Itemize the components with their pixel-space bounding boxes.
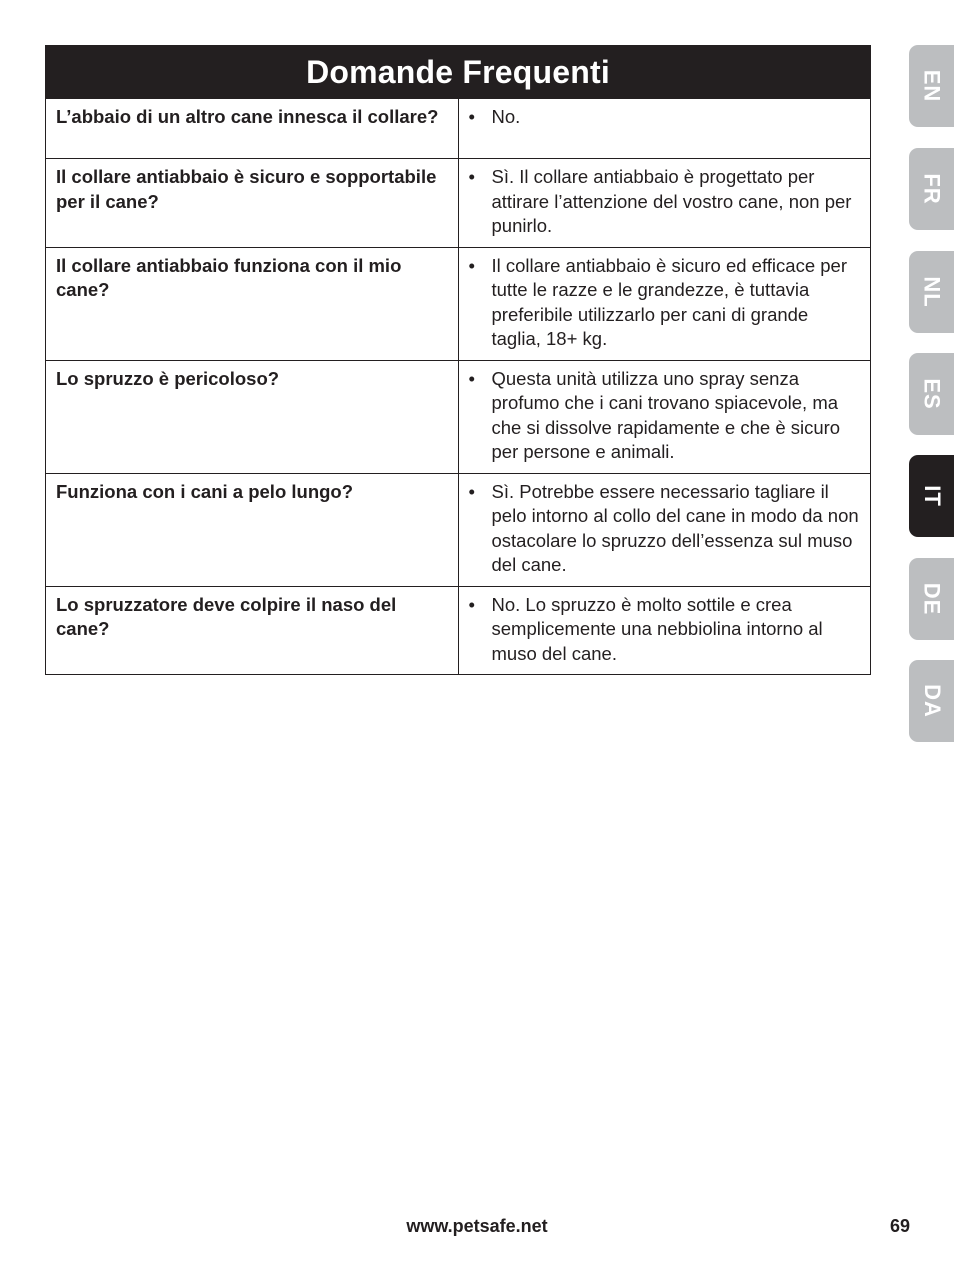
answer-text: No. <box>491 106 521 127</box>
faq-question: L’abbaio di un altro cane innesca il collare? <box>46 99 459 159</box>
answer-bullet-item <box>469 165 863 239</box>
faq-header-row <box>46 46 871 99</box>
faq-row <box>46 360 871 473</box>
answer-text: Questa unità utilizza uno spray senza profumo che i cani trovano spiacevole, ma che si dissolve rapidamente e che è sicuro per persone e animali. <box>491 367 841 462</box>
answer-bullet-item <box>469 254 863 352</box>
faq-row <box>46 473 871 586</box>
answer-bullet-item <box>469 367 863 465</box>
faq-row <box>46 159 871 248</box>
faq-row <box>46 586 871 675</box>
faq-question: Il collare antiabbaio è sicuro e sopportabile per il cane? <box>46 159 459 248</box>
faq-answer <box>458 99 871 159</box>
tab-de[interactable] <box>909 558 954 640</box>
faq-question: Lo spruzzatore deve colpire il naso del cane? <box>46 586 459 675</box>
bullet-icon: • <box>468 367 475 389</box>
tab-it[interactable] <box>909 455 954 537</box>
faq-answer <box>458 159 871 248</box>
faq-table <box>45 45 871 675</box>
faq-answer <box>458 586 871 675</box>
faq-answer <box>458 473 871 586</box>
bullet-icon: • <box>468 593 475 615</box>
tab-label: EN <box>919 69 945 103</box>
footer-url[interactable]: www.petsafe.net <box>406 1216 548 1236</box>
tab-en[interactable] <box>909 45 954 127</box>
faq-row <box>46 99 871 159</box>
tab-nl[interactable] <box>909 251 954 333</box>
tab-da[interactable] <box>909 660 954 742</box>
tab-label: ES <box>919 378 945 410</box>
tab-fr[interactable] <box>909 148 954 230</box>
tab-label: DA <box>919 684 945 718</box>
answer-bullet-item <box>469 593 863 667</box>
faq-question: Funziona con i cani a pelo lungo? <box>46 473 459 586</box>
page-number: 69 <box>889 1216 910 1236</box>
answer-text: Sì. Il collare antiabbaio è progettato per attirare l’attenzione del vostro cane, non per punirlo. <box>491 166 852 236</box>
tab-es[interactable] <box>909 353 954 435</box>
answer-bullet-item <box>469 480 863 578</box>
bullet-icon: • <box>468 106 475 127</box>
faq-row <box>46 247 871 360</box>
tab-label: FR <box>919 173 945 205</box>
tab-label: NL <box>919 276 945 308</box>
answer-bullet-item <box>469 105 863 130</box>
page-title: Domande Frequenti <box>46 46 871 99</box>
answer-text: Il collare antiabbaio è sicuro ed efficace per tutte le razze e le grandezze, è tuttavia preferibile utilizzarlo per cani di grande taglia, 18+ kg. <box>491 254 847 349</box>
tab-label: DE <box>919 582 945 616</box>
answer-text: No. Lo spruzzo è molto sottile e crea semplicemente una nebbiolina intorno al muso del cane. <box>491 593 823 664</box>
bullet-icon: • <box>468 480 475 502</box>
faq-question: Lo spruzzo è pericoloso? <box>46 360 459 473</box>
faq-answer <box>458 247 871 360</box>
answer-text: Sì. Potrebbe essere necessario tagliare il pelo intorno al collo del cane in modo da non ostacolare lo spruzzo dell’essenza sul muso del cane. <box>491 480 859 575</box>
faq-question: Il collare antiabbaio funziona con il mio cane? <box>46 247 459 360</box>
bullet-icon: • <box>468 166 475 187</box>
bullet-icon: • <box>468 254 475 276</box>
tab-label: IT <box>919 485 945 507</box>
faq-answer <box>458 360 871 473</box>
